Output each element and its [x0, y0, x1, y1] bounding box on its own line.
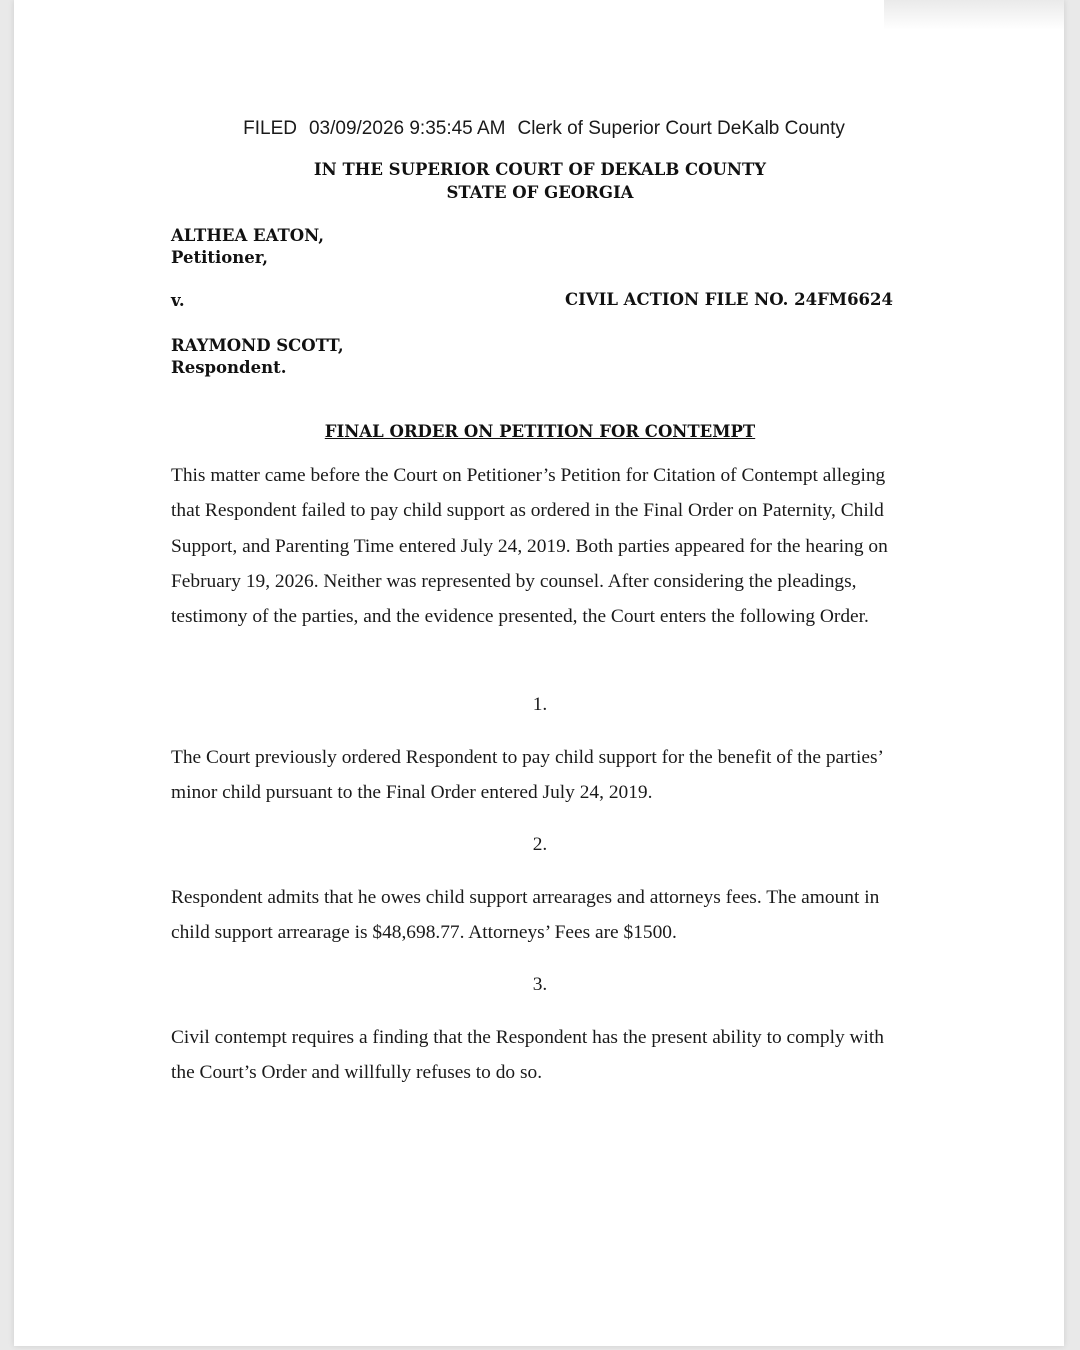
document-page — [14, 0, 1064, 1346]
paragraph-text: The Court previously ordered Respondent to pay child support for the benefit of the parties’ minor child pursuant to the Final Order entered July 24, 2019. — [171, 747, 883, 804]
respondent-block — [171, 335, 344, 379]
intro-paragraph: This matter came before the Court on Petitioner’s Petition for Citation of Contempt alleging that Respondent failed to pay child support as ordered in the Final Order on Paternity, Child Support, and Parenting Time entered July 24, 2019. Both parties appeared for the hearing on February 19, 2026. Neither was represented by counsel. After considering the pleadings, testimony of the parties, and the evidence presented, the Court enters the following Order. — [171, 465, 888, 628]
paragraph-number: 2. — [532, 834, 548, 855]
order-title: FINAL ORDER ON PETITION FOR CONTEMPT — [324, 422, 756, 441]
filing-stamp — [222, 96, 845, 162]
petitioner-role: Petitioner, — [171, 248, 268, 267]
paragraph-number: 1. — [532, 694, 548, 715]
clerk-name: Clerk of Superior Court DeKalb County — [517, 118, 845, 139]
paragraph-text: Respondent admits that he owes child support arrearages and attorneys fees. The amount in child support arrearage is $48,698.77. Attorneys’ Fees are $1500. — [171, 887, 880, 944]
versus-label: v. — [171, 291, 185, 310]
respondent-name: RAYMOND SCOTT, — [171, 336, 344, 355]
respondent-role: Respondent. — [171, 358, 287, 377]
paragraph-number: 3. — [532, 974, 548, 995]
filed-datetime: 03/09/2026 9:35:45 AM — [308, 118, 506, 139]
filed-label: FILED — [243, 118, 297, 139]
court-heading — [0, 158, 1080, 204]
case-number: CIVIL ACTION FILE NO. 24FM6624 — [564, 290, 893, 309]
paragraph-text: Civil contempt requires a finding that the Respondent has the present ability to comply with the Court’s Order and willfully refuses to do so. — [171, 1027, 885, 1084]
court-name: IN THE SUPERIOR COURT OF DEKALB COUNTY — [313, 160, 767, 179]
page-shadow — [884, 0, 1064, 30]
petitioner-block — [171, 225, 324, 269]
court-state: STATE OF GEORGIA — [446, 183, 634, 202]
petitioner-name: ALTHEA EATON, — [171, 226, 324, 245]
